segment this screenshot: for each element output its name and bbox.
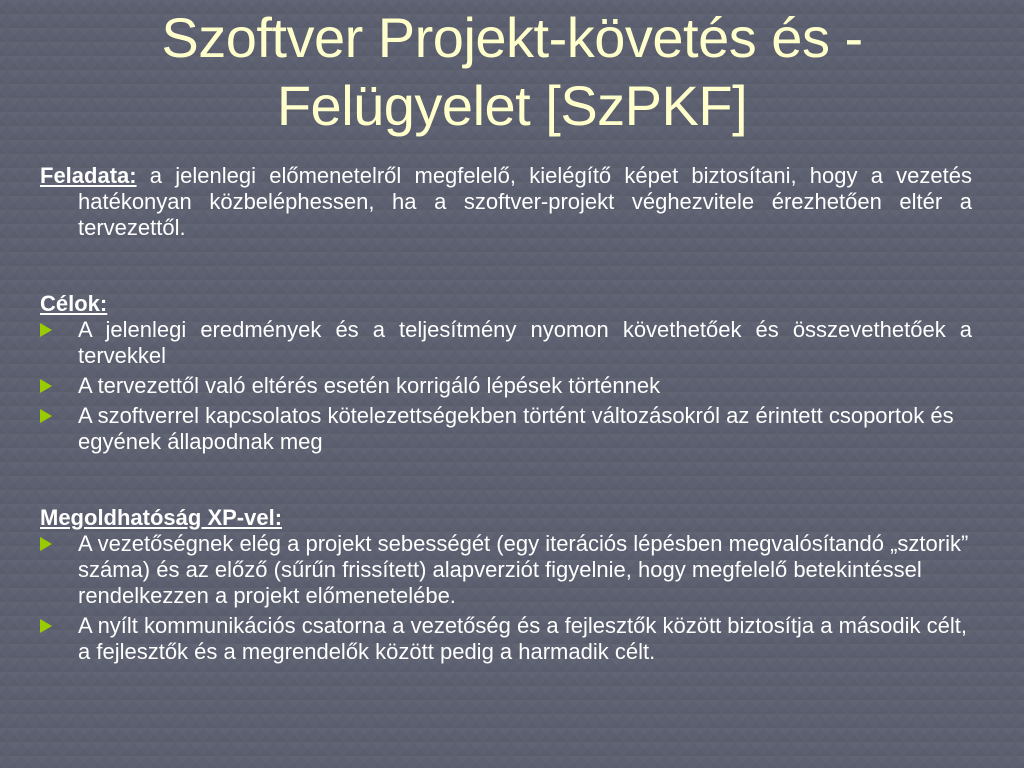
triangle-bullet-icon [40, 537, 52, 551]
slide-title-line-1: Szoftver Projekt-követés és - [161, 6, 863, 69]
intro-text: a jelenlegi előmenetelről megfelelő, kielégítő képet biztosítani, hogy a vezetés hatékonyan közbeléphessen, ha a szoftver-projekt véghezvitele érezhetően eltér a tervezettől. [78, 163, 972, 240]
triangle-bullet-icon [40, 379, 52, 393]
goals-item-text: A tervezettől való eltérés esetén korrigáló lépések történnek [78, 373, 661, 398]
slide-body [40, 163, 972, 669]
triangle-bullet-icon [40, 409, 52, 423]
goals-item-1 [40, 317, 972, 369]
triangle-bullet-icon [40, 619, 52, 633]
xp-item-text: A nyílt kommunikációs csatorna a vezetőség és a fejlesztők között biztosítja a második célt, a fejlesztők és a megrendelők között pedig a harmadik célt. [78, 613, 967, 664]
slide-title [0, 4, 1024, 140]
slide-title-line-2: Felügyelet [SzPKF] [276, 74, 748, 137]
spacer [40, 241, 972, 291]
goals-item-2 [40, 373, 972, 399]
goals-item-text: A jelenlegi eredmények és a teljesítmény nyomon követhetőek és összevethetőek a tervekkel [78, 317, 972, 368]
intro-label: Feladata: [40, 163, 137, 188]
spacer [40, 459, 972, 505]
xp-item-2 [40, 613, 972, 665]
intro-paragraph [40, 163, 972, 241]
goals-item-text: A szoftverrel kapcsolatos kötelezettségekben történt változásokról az érintett csoportok és egyének állapodnak meg [78, 403, 954, 454]
triangle-bullet-icon [40, 323, 52, 337]
goals-heading: Célok: [40, 291, 108, 316]
xp-item-1 [40, 531, 972, 609]
goals-list [40, 317, 972, 455]
xp-heading: Megoldhatóság XP-vel: [40, 505, 283, 530]
xp-item-text: A vezetőségnek elég a projekt sebességét (egy iterációs lépésben megvalósítandó „sztorik” száma) és az előző (sűrűn frissített) alapverziót figyelnie, hogy megfelelő betekintéssel rendelkezzen a projekt előmenetelébe. [78, 531, 969, 608]
xp-list [40, 531, 972, 665]
goals-item-3 [40, 403, 972, 455]
